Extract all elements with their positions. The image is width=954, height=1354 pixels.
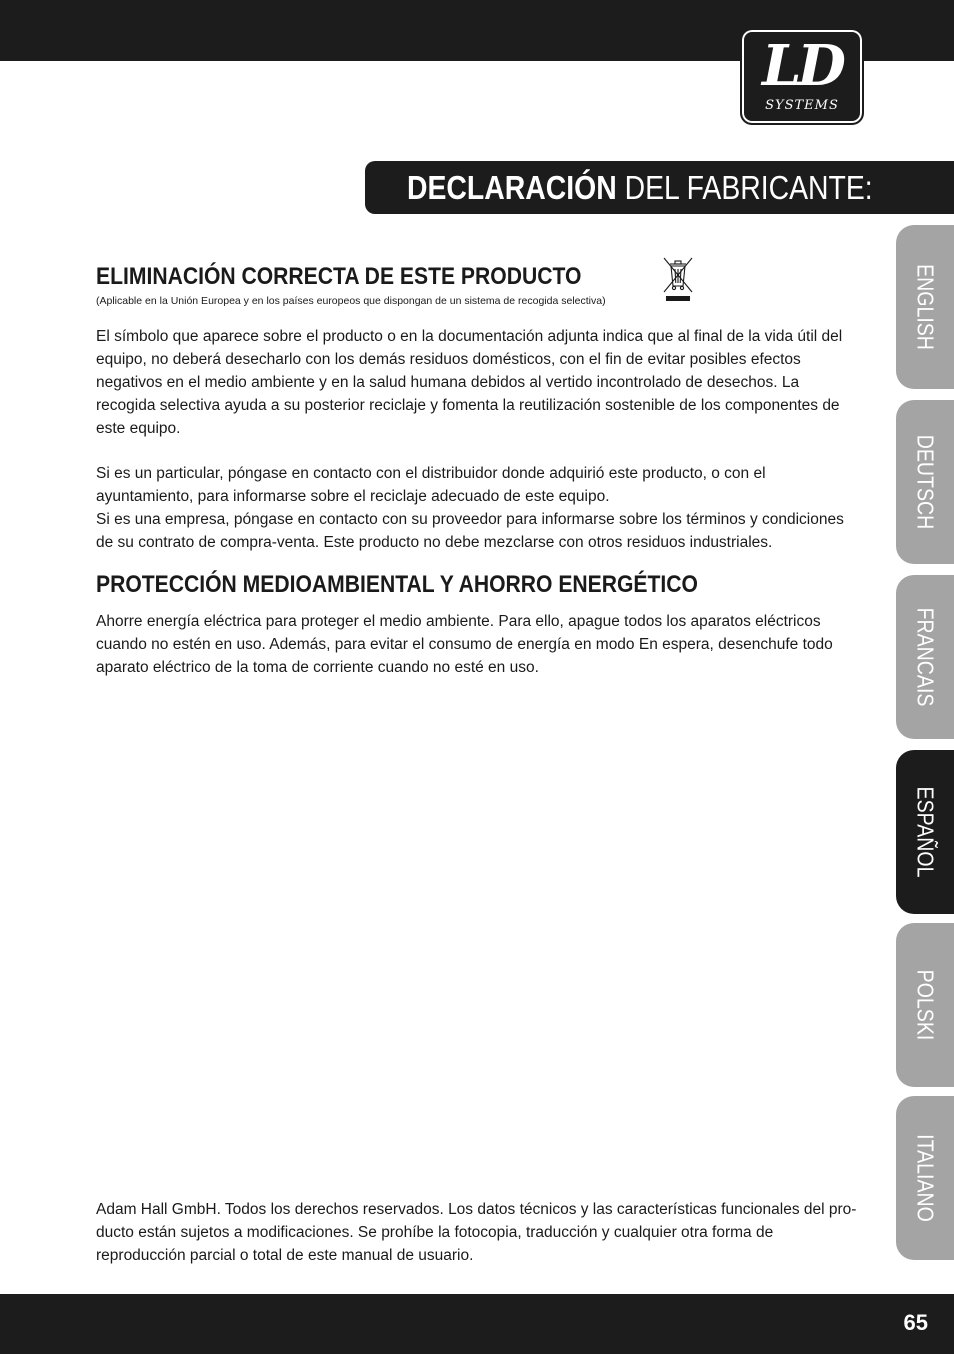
logo-sub: SYSTEMS <box>765 98 839 113</box>
tab-francais[interactable] <box>896 575 954 739</box>
tab-espanol[interactable] <box>896 750 954 914</box>
page-title <box>407 168 873 208</box>
tab-label: ESPAÑOL <box>912 786 939 878</box>
tab-polski[interactable] <box>896 923 954 1087</box>
heading-rest: DE ESTE PRODUCTO <box>358 263 582 290</box>
tab-label: DEUTSCH <box>912 434 939 530</box>
tab-english[interactable] <box>896 225 954 389</box>
paragraph: Si es un particular, póngase en contacto con el distribuidor donde adquirió este producto, o con el ayuntamiento, para informarse sobre el reciclaje adecuado de este equipo. <box>96 465 766 505</box>
section-heading-environment <box>96 570 768 600</box>
ld-systems-logo <box>740 28 864 125</box>
applicability-note: (Aplicable en la Unión Europea y en los países europeos que dispongan de un sistema de recogida selectiva) <box>96 295 606 307</box>
title-banner <box>365 161 954 214</box>
main-content <box>96 262 860 679</box>
heading-bold: ELIMINACIÓN CORRECTA <box>96 263 359 290</box>
tab-label: ENGLISH <box>912 264 939 350</box>
bottom-bar <box>0 1294 954 1354</box>
page-title-bold: DECLARACIÓN <box>407 169 617 206</box>
page-number: 65 <box>903 1310 928 1335</box>
paragraph: El símbolo que aparece sobre el producto o en la documentación adjunta indica que al final de la vida útil del equipo, no deberá desecharlo con los demás residuos domésticos, con el fin de evitar posibles efectos negativos en el medio ambiente y en la salud humana debidos al vertido incontrolado de desechos. La recogida selectiva ayuda a su posterior reciclaje y fomenta la reutilización sostenible de los componentes de este equipo. <box>96 328 843 437</box>
page-title-rest: DEL FABRICANTE: <box>616 169 873 206</box>
tab-italiano[interactable] <box>896 1096 954 1260</box>
section-heading-disposal <box>96 262 768 292</box>
tab-label: ITALIANO <box>912 1134 939 1222</box>
tab-label: FRANCAIS <box>912 607 939 707</box>
logo-brand: LD <box>762 33 842 99</box>
tab-label: POLSKI <box>912 969 939 1041</box>
paragraph: Si es una empresa, póngase en contacto con su proveedor para informarse sobre los términos y condiciones de su contrato de compra-venta. Este producto no debe mezclarse con otros residuos industriales. <box>96 511 844 551</box>
copyright-notice: Adam Hall GmbH. Todos los derechos reservados. Los datos técnicos y las características funcionales del pro-ducto están sujetos a modificaciones. Se prohíbe la fotocopia, traducción y cualquier otra forma de reproducción parcial o total de este manual de usuario. <box>96 1201 857 1264</box>
heading-bold: PROTECCIÓN MEDIOAMBIENTAL <box>96 571 435 598</box>
paragraph: Ahorre energía eléctrica para proteger el medio ambiente. Para ello, apague todos los aparatos eléctricos cuando no estén en uso. Además, para evitar el consumo de energía en modo En espera, desenchufe todo aparato eléctrico de la toma de corriente cuando no esté en uso. <box>96 613 833 676</box>
tab-deutsch[interactable] <box>896 400 954 564</box>
heading-rest: Y AHORRO ENERGÉTICO <box>434 571 698 598</box>
